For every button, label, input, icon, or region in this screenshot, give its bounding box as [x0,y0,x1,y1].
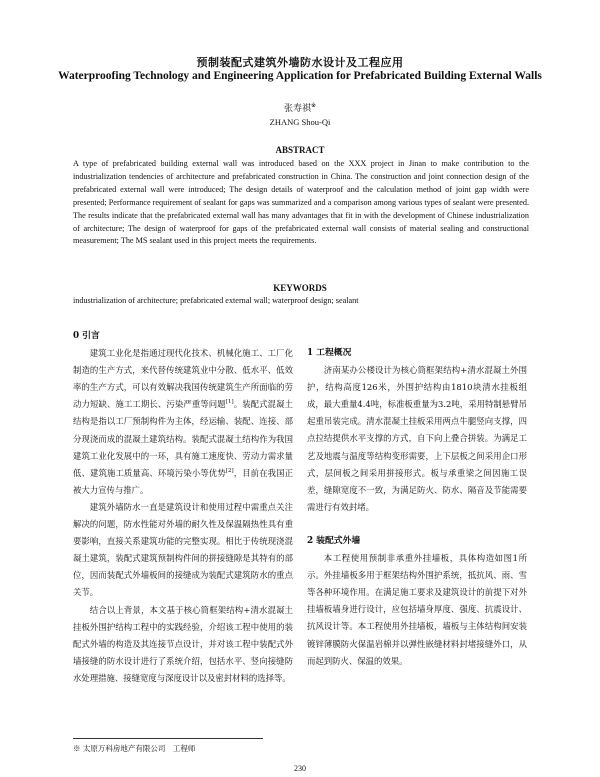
abstract-text: A type of prefabricated building external wall was introduced based on the XXX project in Jinan to make contribution to the industrialization tendencies of architecture and prefabricated construction in China. The construction and joint connection design of the prefabricated external wall were introduced; The design details of waterproof and the calculation method of joint gap width were presented; Performance requirement of sealant for gaps was summarized and a comparison among various types of sealant were presented. The results indicate that the prefabricated external wall has many advantages that fit in with the development of Chinese industrialization of architecture; The design of waterproof for gaps of the prefabricated external wall consists of material sealing and constructional measurement; The MS sealant used in this project meets the requirements. [73,159,529,246]
intro-paragraph-1 [73,345,293,499]
section-heading-wall: 2 装配式外墙 [307,535,361,546]
intro-p1c-text: ，目前在我国正被大力宣传与推广。 [73,467,294,495]
citation-ref-2: [2] [225,467,234,474]
author-footnote-mark: ※ [310,102,317,109]
author-name-cn: 张寿祺 [283,104,311,114]
author-english: ZHANG Shou-Qi [269,117,331,127]
wall-paragraph: 本工程使用预制非承重外挂墙板，具体构造如图1所示。外挂墙板多用于框架结构外围护系统，抵抗风、雨、雪等各种环境作用。在满足施工要求及建筑设计的前提下对外挂墙板墙身进行设计，应包括墙身厚度、强度、抗震设计、抗风设计等。本工程使用外挂墙板，墙板与主体结构间安装镀锌薄膜防火保温岩棉并以弹性嵌缝材料封堵接缝外口，从而起到防火、保温的效果。 [307,553,527,666]
keywords-text: industrialization of architecture; prefabricated external wall; waterproof design; sealant [73,296,359,305]
citation-ref-1: [1] [225,399,234,406]
abstract-heading: ABSTRACT [275,145,325,155]
column-spacer [307,328,527,345]
intro-paragraph-2: 建筑外墙防水一直是建筑设计和使用过程中需重点关注解决的问题，防水性能对外墙的耐久性及保温隔热性具有重要影响，直接关系建筑功能的完整实现。相比于传统现浇混凝土建筑，装配式建筑预制构件间的拼接缝隙是其特有的部位，因而装配式外墙板间的接缝成为装配式建筑防水的重点关节。 [73,501,293,598]
intro-paragraph-3: 结合以上背景，本文基于核心筒框架结构+清水混凝土挂板外围护结构工程中的实践经验，介绍该工程中使用的装配式外墙的构造及其连接节点设计，并对该工程中装配式外墙接缝的防水设计进行了系统介绍，包括水平、竖向接缝防水处理措施、接缝宽度与深度设计以及密封材料的选择等。 [73,604,293,683]
chinese-title: 预制装配式建筑外墙防水设计及工程应用 [196,56,404,69]
page-number: 230 [294,764,306,773]
right-column [307,328,527,670]
footnote-divider [73,738,263,739]
overview-paragraph: 济南某办公楼设计为核心筒框架结构+清水混凝土外围护，结构高度126米，外围护结构由1810块清水挂板组成，最大重量4.4吨，标准板重量为3.2吨，采用特制悬臂吊起重吊装完成。清水混凝土挂板采用两点牛腿竖向支撑，四点拉结提供水平支撑的方式，自下向上叠合拼装。为满足工艺及地震与温度等结构变形需要，上下层板之间采用企口形式，层间板之间采用拼接形式。板与承重梁之间因施工误差，缝隙宽度不一致，为满足防火、防水、隔音及节能需要需进行有效封堵。 [307,365,527,512]
intro-p1-text: 建筑工业化是指通过现代化技术、机械化施工、工厂化制造的生产方式，来代替传统建筑业中分散、低水平、低效率的生产方式，可以有效解决我国传统建筑生产所面临的劳动力短缺、施工工期长、污染严重等问题 [73,348,293,410]
author-affiliation-footnote: ※ 太原万科房地产有限公司 工程师 [73,744,196,753]
intro-p1b-text: 。装配式混凝土结构是指以工厂预制构件为主体，经运输、装配、连接、部分现浇而成的混凝土建筑结构。装配式混凝土结构作为我国建筑工业化发展中的一环，具有施工速度快、劳动力需求量低、建筑施工质量高、环境污染小等优势 [73,399,294,478]
section-heading-intro: 0 引言 [73,331,100,341]
author-chinese [0,101,600,114]
section-spacer [307,516,527,533]
english-title: Waterproofing Technology and Engineering Application for Prefabricated Building External Walls [58,70,542,82]
section-heading-overview: 1 工程概况 [307,348,352,358]
left-column [73,328,293,687]
keywords-heading: KEYWORDS [273,283,327,293]
